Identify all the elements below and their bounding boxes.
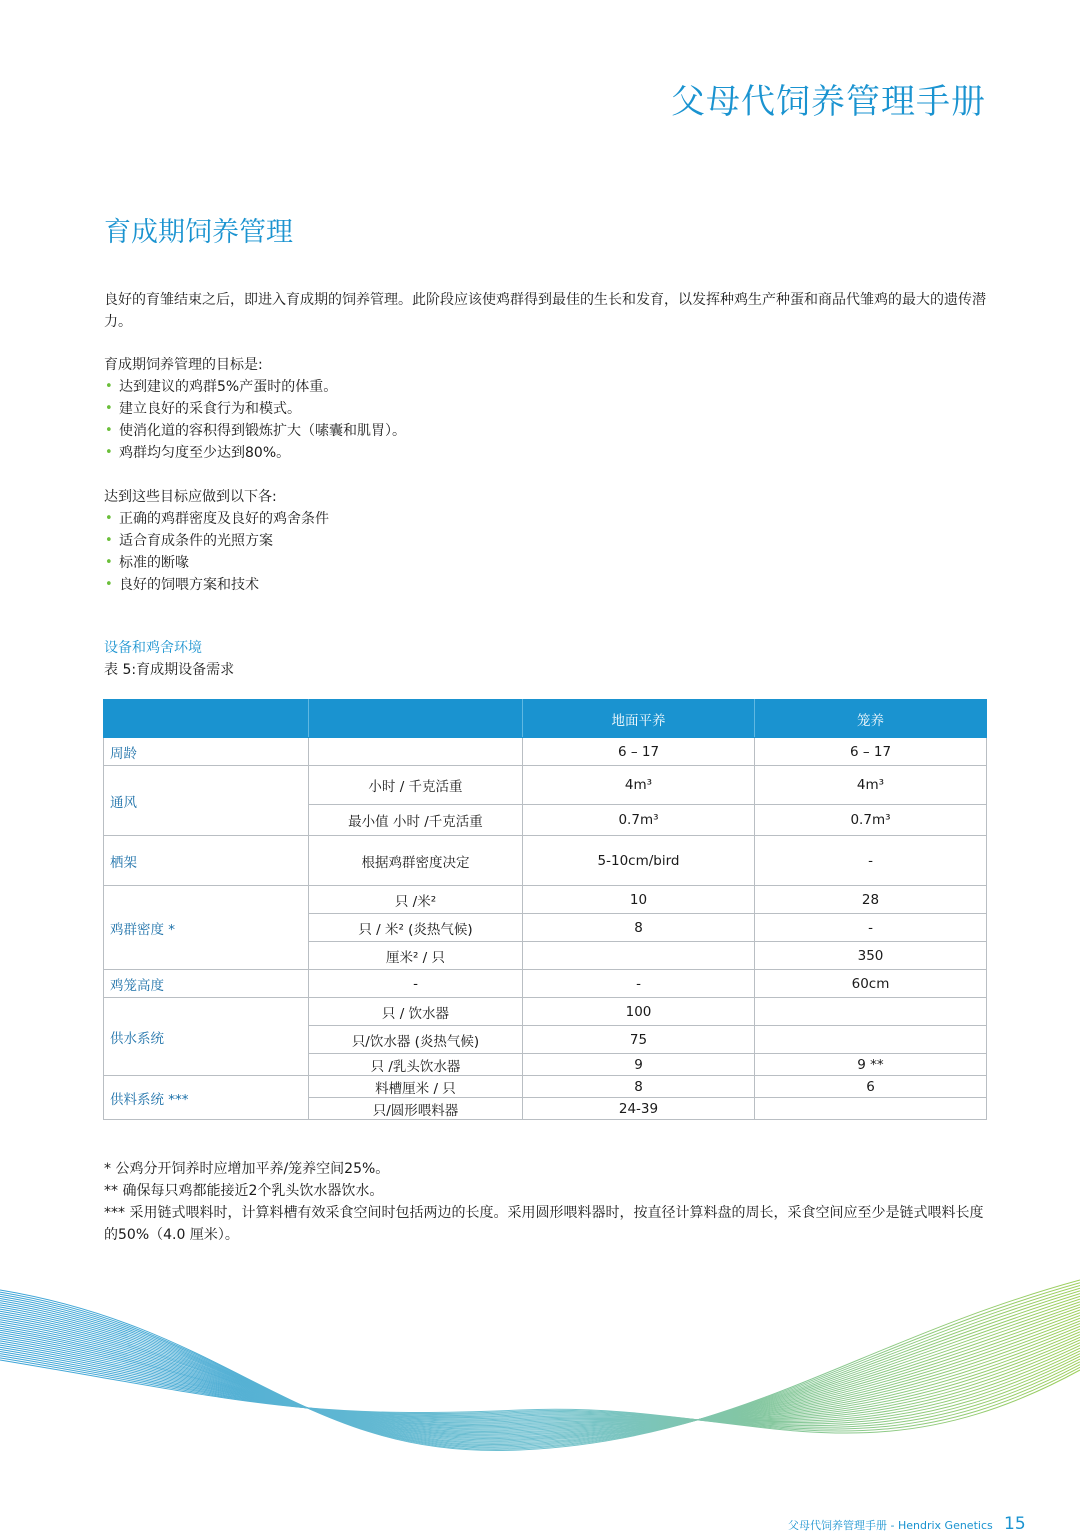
floor-cell: 4m³ [523, 766, 755, 805]
item-cell: 只/饮水器 (炎热气候) [309, 1026, 523, 1054]
table-notes [104, 1158, 986, 1246]
cage-cell [755, 998, 987, 1026]
category-cell: 栖架 [104, 836, 309, 886]
cage-cell: 0.7m³ [755, 805, 987, 836]
item-cell: 只 /米² [309, 886, 523, 914]
cage-cell: - [755, 836, 987, 886]
header-cell [309, 700, 523, 738]
table-row [104, 766, 987, 805]
footer-label: 父母代饲养管理手册 - Hendrix Genetics [788, 1519, 993, 1532]
cage-cell: 6 – 17 [755, 738, 987, 766]
goals-label: 育成期饲养管理的目标是: [104, 357, 263, 373]
item-cell: - [309, 970, 523, 998]
item-cell [309, 738, 523, 766]
table-row [104, 998, 987, 1026]
list-item: • 良好的饲喂方案和技术 [104, 574, 986, 596]
note-line: ** 确保每只鸡都能接近2个乳头饮水器饮水。 [104, 1183, 384, 1199]
item-cell: 料槽厘米 / 只 [309, 1076, 523, 1098]
category-cell: 通风 [104, 766, 309, 836]
floor-cell: 8 [523, 1076, 755, 1098]
item-cell: 只 / 米² (炎热气候) [309, 914, 523, 942]
list-item: • 正确的鸡群密度及良好的鸡舍条件 [104, 508, 986, 530]
goals-block [104, 354, 986, 464]
floor-cell [523, 942, 755, 970]
table-row [104, 836, 987, 886]
note-line: * 公鸡分开饲养时应增加平养/笼养空间25%。 [104, 1161, 390, 1177]
floor-cell: 10 [523, 886, 755, 914]
cage-cell: 9 ** [755, 1054, 987, 1076]
table-row [104, 970, 987, 998]
cage-cell [755, 1026, 987, 1054]
category-cell: 供水系统 [104, 998, 309, 1076]
wave-line [0, 1288, 1080, 1447]
table-row [104, 1076, 987, 1098]
list-item: • 使消化道的容积得到锻炼扩大（嗉囊和肌胃）。 [104, 420, 986, 442]
intro-paragraph: 良好的育雏结束之后，即进入育成期的饲养管理。此阶段应该使鸡群得到最佳的生长和发育，以发挥种鸡生产种蛋和商品代雏鸡的最大的遗传潜力。 [104, 292, 986, 330]
floor-cell: - [523, 970, 755, 998]
item-cell: 小时 / 千克活重 [309, 766, 523, 805]
floor-cell: 0.7m³ [523, 805, 755, 836]
floor-cell: 9 [523, 1054, 755, 1076]
item-cell: 根据鸡群密度决定 [309, 836, 523, 886]
wave-line [0, 1299, 1080, 1442]
list-item: • 标准的断喙 [104, 552, 986, 574]
wave-line [0, 1310, 1080, 1437]
cage-cell [755, 1098, 987, 1120]
header-cell-cage: 笼养 [755, 700, 987, 738]
document-header-title: 父母代饲养管理手册 [671, 82, 986, 122]
equipment-heading: 设备和鸡舍环境 [104, 640, 202, 656]
list-item: • 建立良好的采食行为和模式。 [104, 398, 986, 420]
table-row [104, 886, 987, 914]
item-cell: 只 / 饮水器 [309, 998, 523, 1026]
note-line: *** 采用链式喂料时，计算料槽有效采食空间时包括两边的长度。采用圆形喂料器时，按直径计算料盘的周长，采食空间应至少是链式喂料长度的50%（4.0 厘米）。 [104, 1205, 984, 1243]
section-title: 育成期饲养管理 [104, 217, 293, 248]
item-cell: 只/圆形喂料器 [309, 1098, 523, 1120]
list-item: • 适合育成条件的光照方案 [104, 530, 986, 552]
table-caption: 表 5:育成期设备需求 [104, 662, 235, 678]
floor-cell: 100 [523, 998, 755, 1026]
cage-cell: 6 [755, 1076, 987, 1098]
category-cell: 鸡群密度 * [104, 886, 309, 970]
item-cell: 最小值 小时 /千克活重 [309, 805, 523, 836]
list-item: • 达到建议的鸡群5%产蛋时的体重。 [104, 376, 986, 398]
goals-list [104, 376, 986, 464]
floor-cell: 6 – 17 [523, 738, 755, 766]
item-cell: 只 /乳头饮水器 [309, 1054, 523, 1076]
decorative-waves [0, 1270, 1080, 1527]
cage-cell: 4m³ [755, 766, 987, 805]
header-cell-floor: 地面平养 [523, 700, 755, 738]
requirements-label: 达到这些目标应做到以下各: [104, 489, 277, 505]
table-row [104, 738, 987, 766]
floor-cell: 75 [523, 1026, 755, 1054]
cage-cell: - [755, 914, 987, 942]
cage-cell: 28 [755, 886, 987, 914]
item-cell: 厘米² / 只 [309, 942, 523, 970]
floor-cell: 24-39 [523, 1098, 755, 1120]
list-item: • 鸡群均匀度至少达到80%。 [104, 442, 986, 464]
equipment-table [103, 699, 987, 1120]
cage-cell: 60cm [755, 970, 987, 998]
table-header-row [104, 700, 987, 738]
cage-cell: 350 [755, 942, 987, 970]
category-cell: 鸡笼高度 [104, 970, 309, 998]
page-number: 15 [1004, 1514, 1026, 1534]
floor-cell: 5-10cm/bird [523, 836, 755, 886]
wave-line [0, 1326, 1080, 1430]
header-cell [104, 700, 309, 738]
requirements-block [104, 486, 986, 596]
category-cell: 周龄 [104, 738, 309, 766]
category-cell: 供料系统 *** [104, 1076, 309, 1120]
floor-cell: 8 [523, 914, 755, 942]
requirements-list [104, 508, 986, 596]
